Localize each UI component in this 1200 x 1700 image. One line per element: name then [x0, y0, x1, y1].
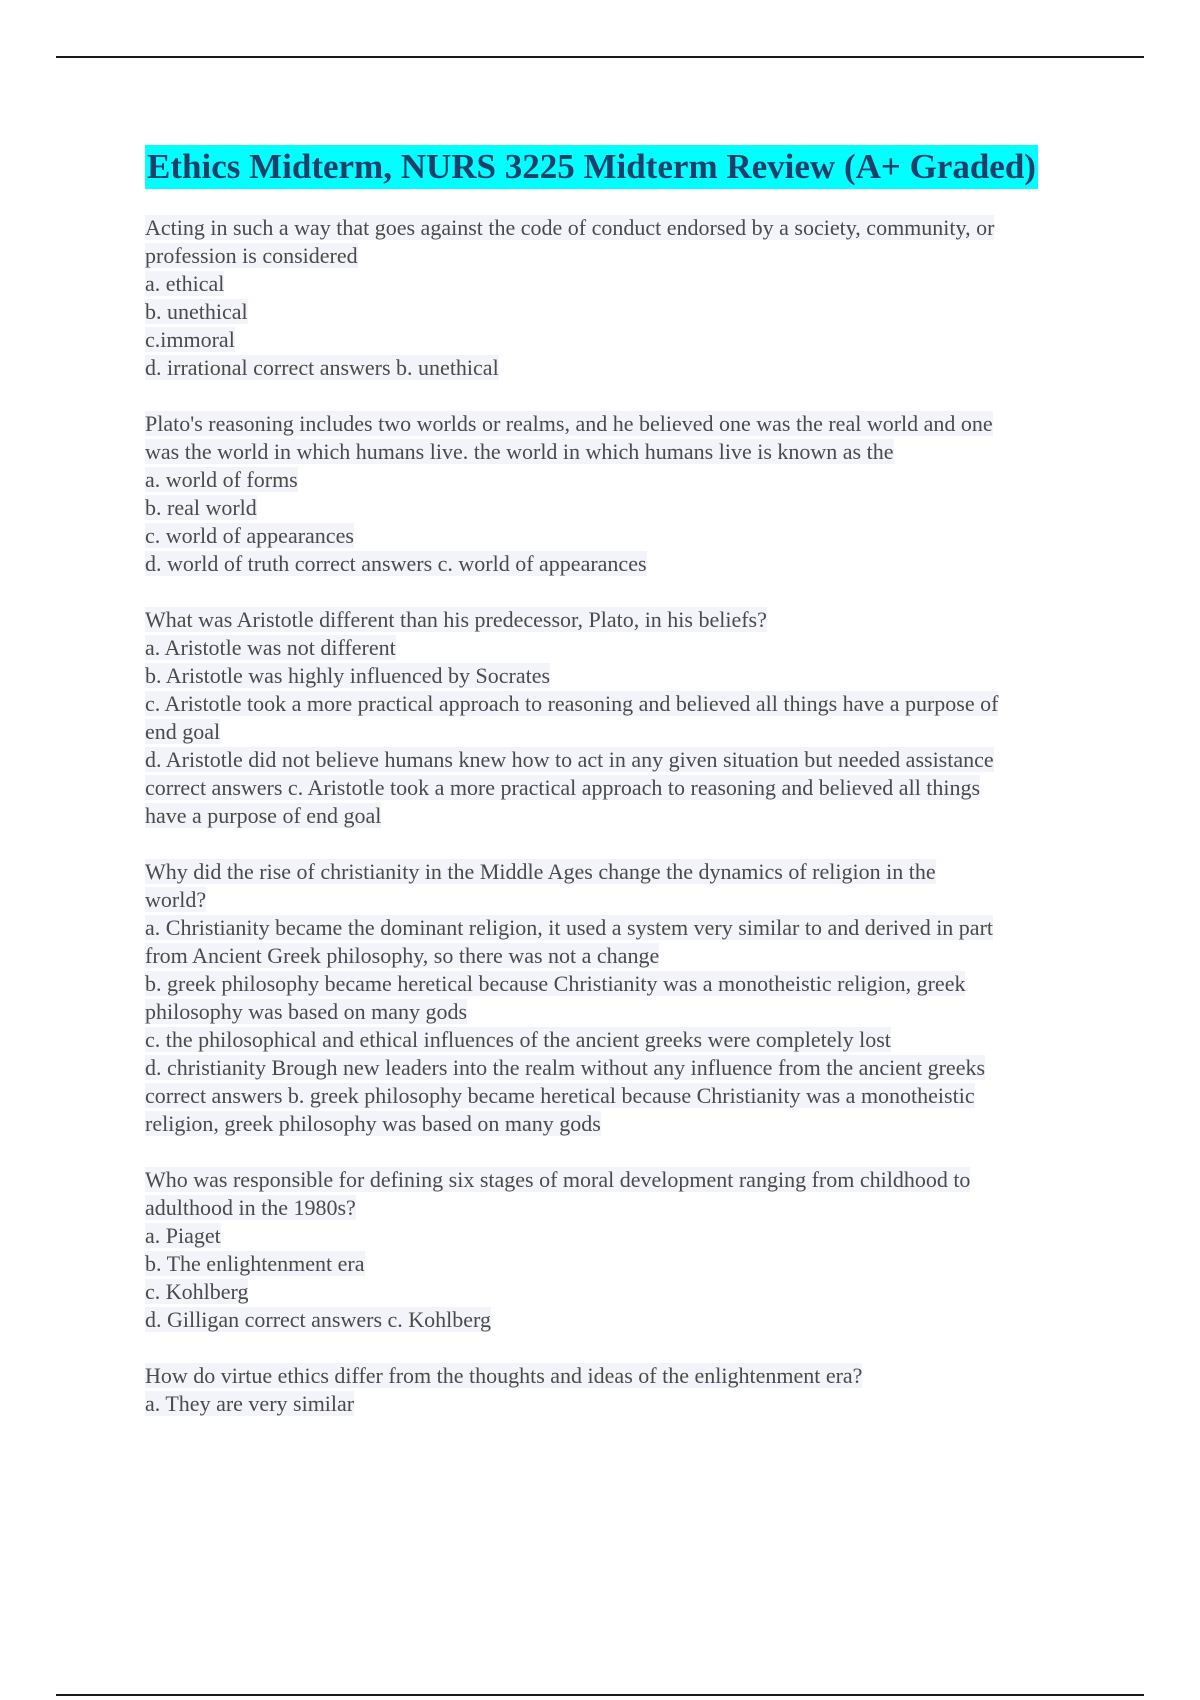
answer-option: c. Kohlberg [145, 1279, 249, 1304]
answer-option: a. ethical [145, 271, 225, 296]
document-title: Ethics Midterm, NURS 3225 Midterm Review (A+ Graded) [145, 145, 1038, 189]
answer-option: d. Gilligan correct answers c. Kohlberg [145, 1307, 491, 1332]
question-line: adulthood in the 1980s? [145, 1195, 356, 1220]
question-block [145, 410, 1090, 578]
question-line: world? [145, 887, 207, 912]
bottom-rule [56, 1694, 1144, 1696]
answer-option: from Ancient Greek philosophy, so there was not a change [145, 943, 660, 968]
answer-option: d. Aristotle did not believe humans knew how to act in any given situation but needed assistance [145, 747, 994, 772]
answer-option: d. world of truth correct answers c. world of appearances [145, 551, 647, 576]
answer-option: have a purpose of end goal [145, 803, 382, 828]
answer-option: b. real world [145, 495, 257, 520]
answer-option: b. unethical [145, 299, 248, 324]
question-block [145, 214, 1090, 382]
answer-option: correct answers b. greek philosophy became heretical because Christianity was a monotheistic [145, 1083, 975, 1108]
answer-option: religion, greek philosophy was based on many gods [145, 1111, 601, 1136]
question-line: profession is considered [145, 243, 358, 268]
answer-option: a. Christianity became the dominant religion, it used a system very similar to and derived in part [145, 915, 994, 940]
answer-option: d. irrational correct answers b. unethical [145, 355, 499, 380]
answer-option: philosophy was based on many gods [145, 999, 468, 1024]
answer-option: end goal [145, 719, 221, 744]
question-line: Plato's reasoning includes two worlds or realms, and he believed one was the real world and one [145, 411, 993, 436]
question-line: was the world in which humans live. the world in which humans live is known as the [145, 439, 894, 464]
answer-option: d. christianity Brough new leaders into the realm without any influence from the ancient greeks [145, 1055, 986, 1080]
answer-option: a. They are very similar [145, 1391, 355, 1416]
answer-option: a. world of forms [145, 467, 298, 492]
question-line: How do virtue ethics differ from the thoughts and ideas of the enlightenment era? [145, 1363, 863, 1388]
answer-option: b. greek philosophy became heretical because Christianity was a monotheistic religion, greek [145, 971, 966, 996]
answer-option: b. The enlightenment era [145, 1251, 365, 1276]
question-block [145, 858, 1090, 1138]
answer-option: a. Aristotle was not different [145, 635, 396, 660]
question-line: Acting in such a way that goes against the code of conduct endorsed by a society, community, or [145, 215, 995, 240]
question-block [145, 606, 1090, 830]
answer-option: c. the philosophical and ethical influences of the ancient greeks were completely lost [145, 1027, 891, 1052]
question-line: Why did the rise of christianity in the Middle Ages change the dynamics of religion in the [145, 859, 936, 884]
answer-option: a. Piaget [145, 1223, 221, 1248]
question-line: What was Aristotle different than his predecessor, Plato, in his beliefs? [145, 607, 767, 632]
answer-option: c. Aristotle took a more practical approach to reasoning and believed all things have a purpose of [145, 691, 999, 716]
question-block [145, 1166, 1090, 1334]
answer-option: b. Aristotle was highly influenced by Socrates [145, 663, 551, 688]
top-rule [56, 56, 1144, 58]
question-block [145, 1362, 1090, 1418]
answer-option: correct answers c. Aristotle took a more practical approach to reasoning and believed all things [145, 775, 981, 800]
question-line: Who was responsible for defining six stages of moral development ranging from childhood to [145, 1167, 971, 1192]
answer-option: c.immoral [145, 327, 235, 352]
document-body [145, 214, 1090, 1446]
answer-option: c. world of appearances [145, 523, 354, 548]
